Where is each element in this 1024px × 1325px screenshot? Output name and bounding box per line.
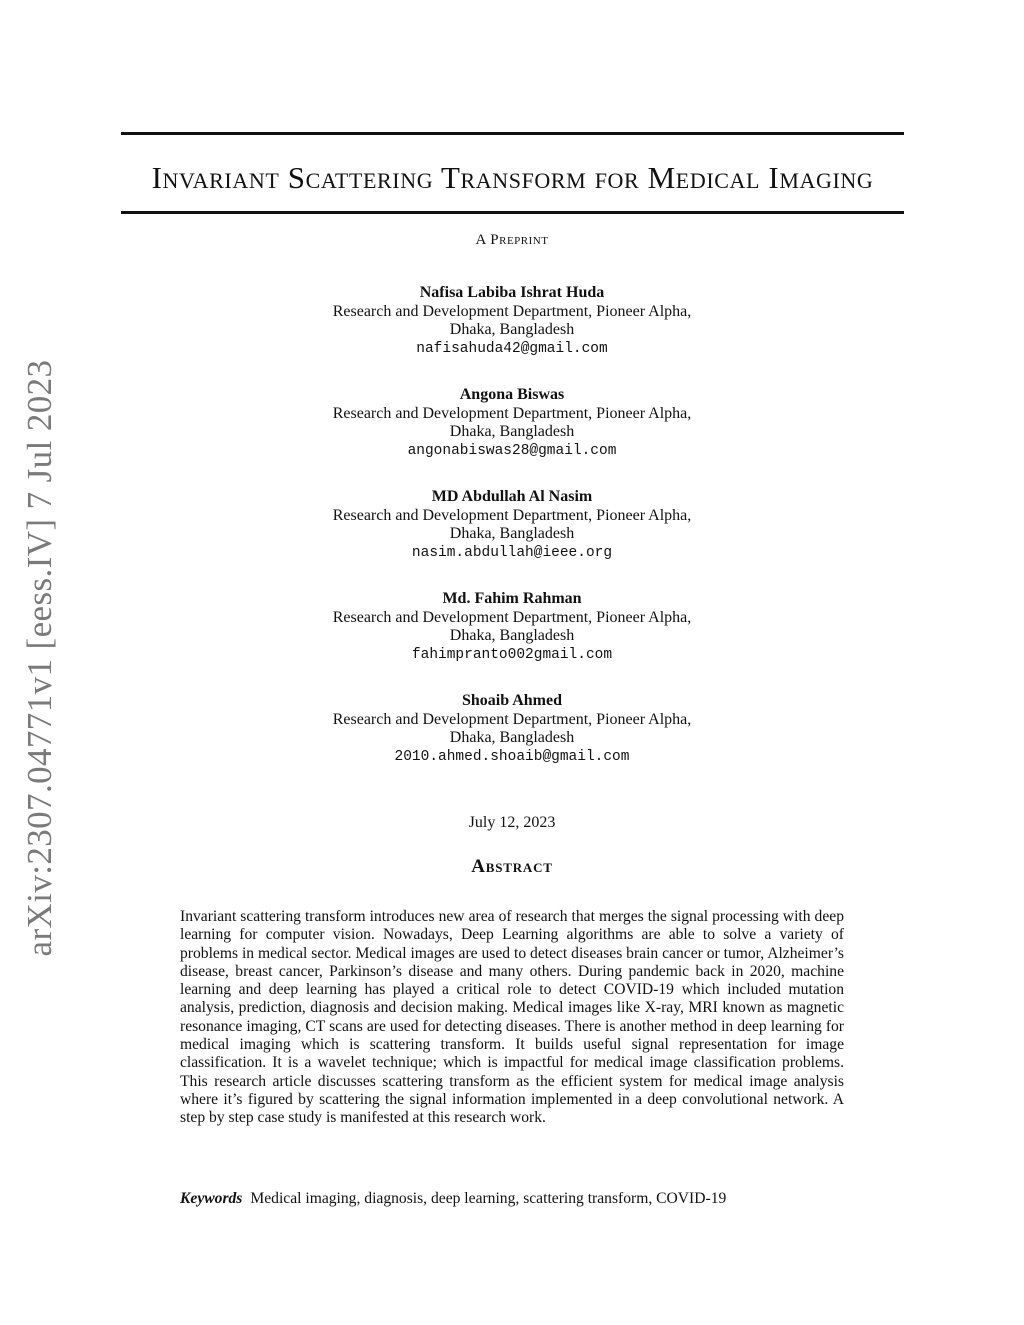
author-email: 2010.ahmed.shoaib@gmail.com xyxy=(394,748,630,765)
author-block xyxy=(0,590,1024,692)
author-block xyxy=(0,488,1024,590)
author-email: nafisahuda42@gmail.com xyxy=(416,340,608,357)
keywords-label: Keywords xyxy=(180,1190,243,1207)
author-affiliation: Research and Development Department, Pioneer Alpha, xyxy=(332,710,692,728)
author-list xyxy=(0,284,1024,794)
keywords-text: Medical imaging, diagnosis, deep learning, scattering transform, COVID-19 xyxy=(250,1190,727,1207)
author-location: Dhaka, Bangladesh xyxy=(449,729,575,746)
publication-date: July 12, 2023 xyxy=(468,814,556,831)
title-top-rule xyxy=(121,132,904,135)
author-name: Angona Biswas xyxy=(459,386,565,403)
arxiv-identifier: arXiv:2307.04771v1 [eess.IV] 7 Jul 2023 xyxy=(20,359,59,957)
author-name: Md. Fahim Rahman xyxy=(442,590,582,607)
author-location: Dhaka, Bangladesh xyxy=(449,321,575,338)
title-bottom-rule xyxy=(121,211,904,214)
author-email: nasim.abdullah@ieee.org xyxy=(411,544,613,561)
author-affiliation: Research and Development Department, Pioneer Alpha, xyxy=(332,608,692,626)
author-affiliation: Research and Development Department, Pioneer Alpha, xyxy=(332,302,692,320)
author-block xyxy=(0,386,1024,488)
author-block xyxy=(0,692,1024,794)
author-location: Dhaka, Bangladesh xyxy=(449,525,575,542)
abstract-heading: Abstract xyxy=(471,856,553,877)
author-email: angonabiswas28@gmail.com xyxy=(407,442,617,459)
author-location: Dhaka, Bangladesh xyxy=(449,627,575,644)
author-block xyxy=(0,284,1024,386)
author-name: Nafisa Labiba Ishrat Huda xyxy=(419,284,605,301)
author-name: MD Abdullah Al Nasim xyxy=(431,488,593,505)
keywords-line xyxy=(180,1189,844,1208)
author-email: fahimpranto002gmail.com xyxy=(411,646,613,663)
author-affiliation: Research and Development Department, Pioneer Alpha, xyxy=(332,404,692,422)
author-affiliation: Research and Development Department, Pioneer Alpha, xyxy=(332,506,692,524)
preprint-label: A Preprint xyxy=(475,232,549,248)
author-location: Dhaka, Bangladesh xyxy=(449,423,575,440)
paper-title: Invariant Scattering Transform for Medical Imaging xyxy=(151,160,874,195)
abstract-text: Invariant scattering transform introduces new area of research that merges the signal processing with deep learning for computer vision. Nowadays, Deep Learning algorithms are able to solve a variety of problems in medical sector. Medical images are used to detect diseases brain cancer or tumor, Alzheimer’s disease, breast cancer, Parkinson’s disease and many others. During pandemic back in 2020, machine learning and deep learning has played a critical role to detect COVID-19 which included mutation analysis, prediction, diagnosis and decision making. Medical images like X-ray, MRI known as magnetic resonance imaging, CT scans are used for detecting diseases. There is another method in deep learning for medical imaging which is scattering transform. It builds useful signal representation for image classification. It is a wavelet technique; which is impactful for medical image classification problems. This research article discusses scattering transform as the efficient system for medical image analysis where it’s figured by scattering the signal information implemented in a deep convolutional network. A step by step case study is manifested at this research work. xyxy=(180,908,844,1127)
author-name: Shoaib Ahmed xyxy=(461,692,563,709)
